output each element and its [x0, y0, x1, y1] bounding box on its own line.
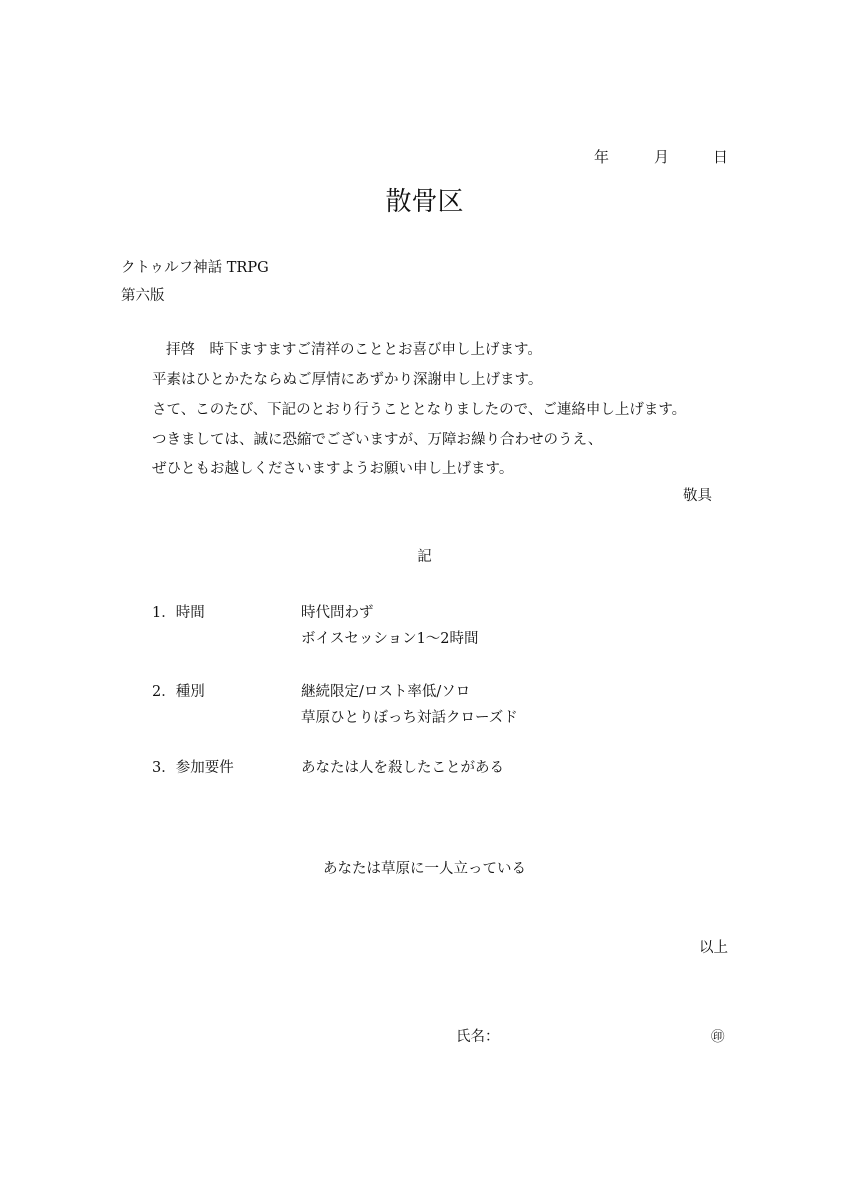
- item-value-time: 時代問わず: [301, 605, 374, 621]
- greeting-line: さて、このたび、下記のとおり行うこととなりましたので、ご連絡申し上げます。: [152, 402, 687, 418]
- greeting-closing: 敬具: [683, 488, 712, 504]
- date-year: 年: [594, 148, 610, 166]
- item-label-requirement: 3．参加要件: [152, 760, 234, 776]
- item-value-type-detail: 草原ひとりぼっち対話クローズド: [301, 710, 518, 726]
- greeting-line: つきましては、誠に恐縮でございますが、万障お繰り合わせのうえ、: [152, 432, 603, 448]
- system-name: クトゥルフ神話 TRPG: [121, 260, 269, 276]
- system-edition: 第六版: [121, 288, 165, 304]
- ki-heading: 記: [417, 549, 432, 565]
- greeting-line: ぜひともお越しくださいますようお願い申し上げます。: [152, 461, 514, 477]
- signature-label: 氏名：: [456, 1029, 500, 1045]
- item-label-time: 1．時間: [152, 605, 205, 621]
- document-title: 散骨区: [385, 187, 464, 217]
- item-value-requirement: あなたは人を殺したことがある: [301, 760, 504, 776]
- end-mark: 以上: [699, 940, 728, 956]
- seal-icon: ㊞: [711, 1029, 725, 1045]
- item-value-type: 継続限定/ロスト率低/ソロ: [301, 684, 471, 700]
- tagline: あなたは草原に一人立っている: [323, 861, 526, 877]
- greeting-line: 拝啓 時下ますますご清祥のこととお喜び申し上げます。: [166, 342, 542, 358]
- item-value-time-detail: ボイスセッション1〜2時間: [301, 631, 479, 647]
- greeting-line: 平素はひとかたならぬご厚情にあずかり深謝申し上げます。: [152, 372, 543, 388]
- date-month: 月: [654, 148, 670, 166]
- item-label-type: 2．種別: [152, 684, 205, 700]
- date-day: 日: [713, 148, 729, 166]
